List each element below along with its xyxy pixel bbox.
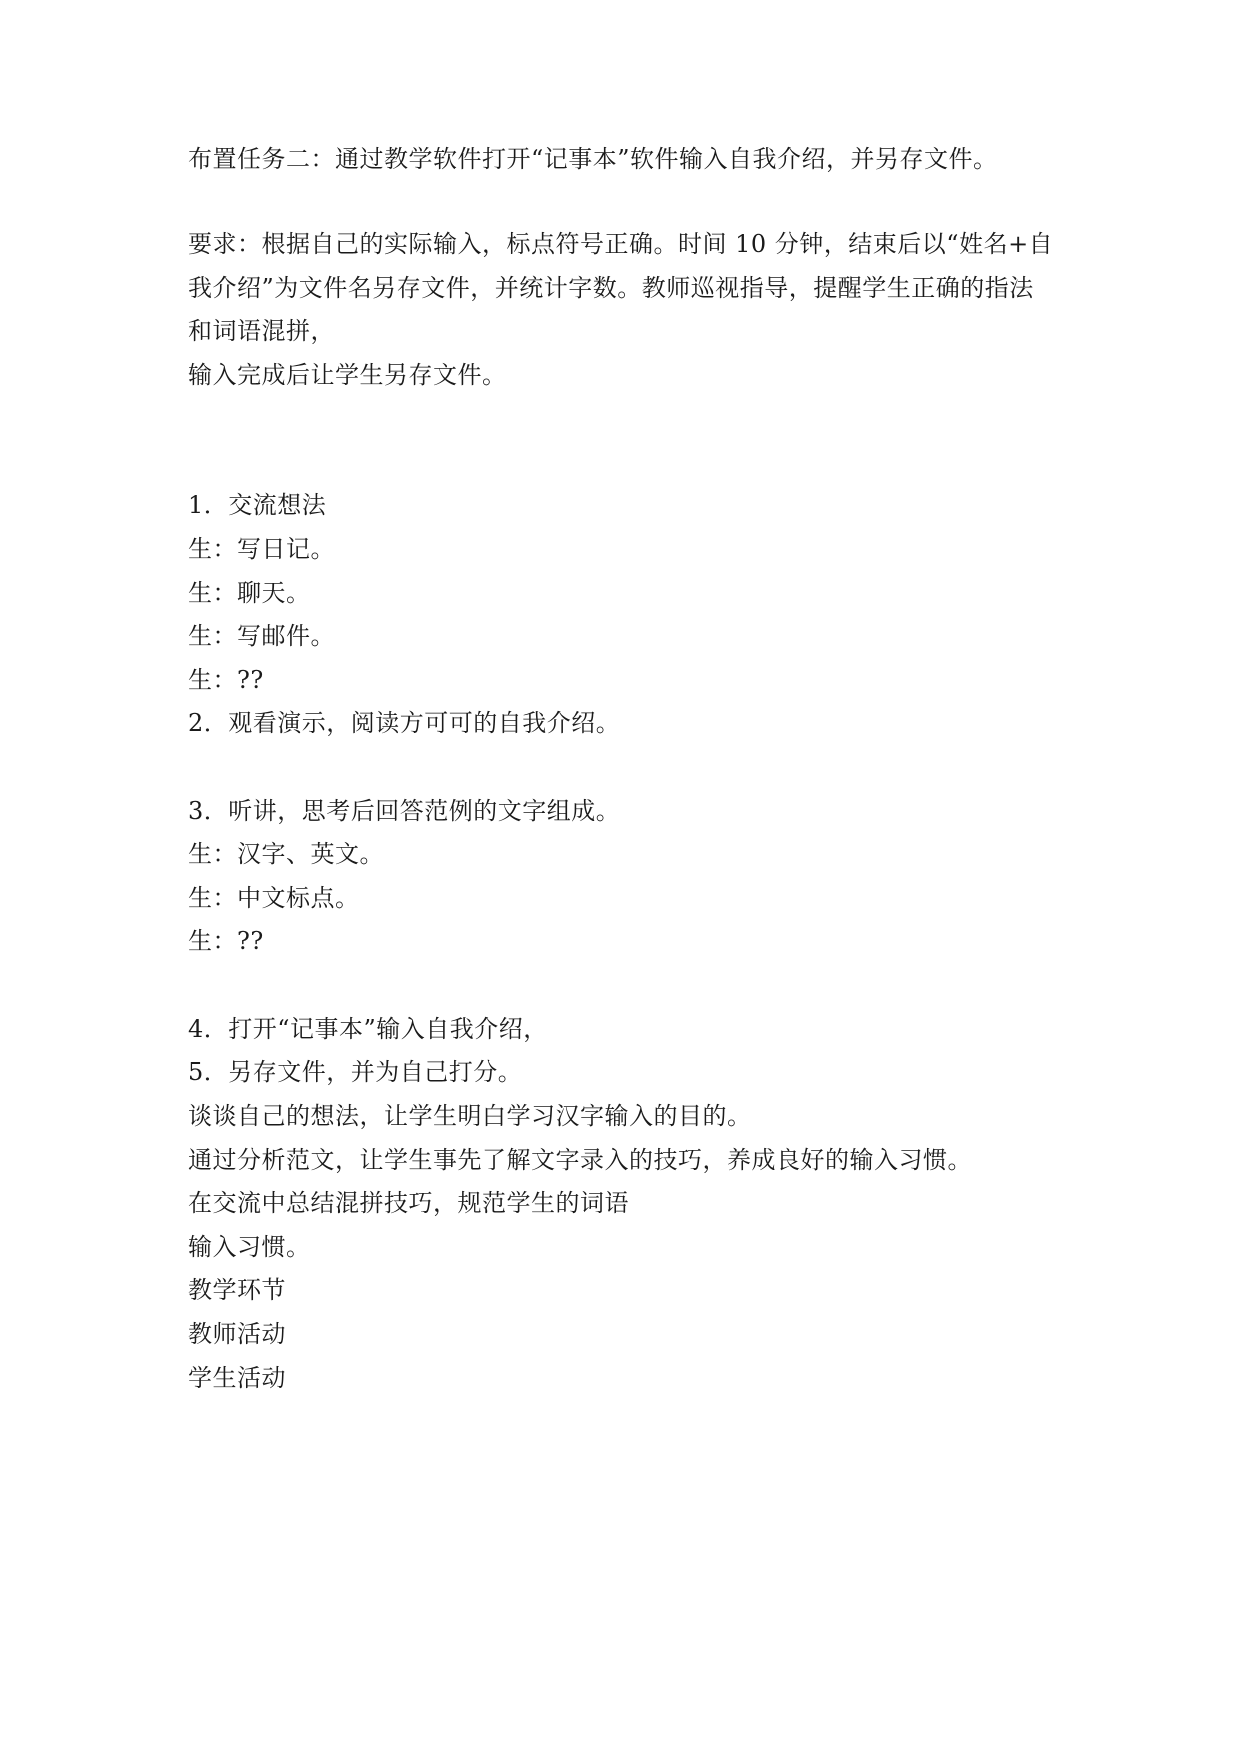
student-response: 生：?? <box>188 666 264 694</box>
step-line: 3．听讲，思考后回答范例的文字组成。 <box>188 797 621 825</box>
step-line: 2．观看演示，阅读方可可的自我介绍。 <box>188 709 621 737</box>
step-line: 1．交流想法 <box>188 491 327 519</box>
purpose-line: 谈谈自己的想法，让学生明白学习汉字输入的目的。 <box>188 1102 752 1130</box>
step-line: 5．另存文件，并为自己打分。 <box>188 1058 523 1086</box>
requirements-line: 要求：根据自己的实际输入，标点符号正确。时间 10 分钟，结束后以“姓名+自 <box>188 230 1054 258</box>
student-response: 生：?? <box>188 927 264 955</box>
requirements-line: 输入完成后让学生另存文件。 <box>188 361 507 389</box>
requirements-line: 我介绍”为文件名另存文件，并统计字数。教师巡视指导，提醒学生正确的指法 <box>188 274 1034 302</box>
student-response: 生：聊天。 <box>188 579 311 607</box>
task-heading: 布置任务二：通过教学软件打开“记事本”软件输入自我介绍，并另存文件。 <box>188 145 998 173</box>
step-line: 4．打开“记事本”输入自我介绍， <box>188 1015 548 1043</box>
purpose-line: 在交流中总结混拼技巧，规范学生的词语 <box>188 1189 629 1217</box>
student-response: 生：写邮件。 <box>188 622 335 650</box>
requirements-line: 和词语混拼， <box>188 317 335 345</box>
table-header-teaching-stage: 教学环节 <box>188 1276 286 1304</box>
student-response: 生：中文标点。 <box>188 884 360 912</box>
purpose-line: 输入习惯。 <box>188 1233 311 1261</box>
student-response: 生：汉字、英文。 <box>188 840 384 868</box>
table-header-teacher-activity: 教师活动 <box>188 1320 286 1348</box>
student-response: 生：写日记。 <box>188 535 335 563</box>
purpose-line: 通过分析范文，让学生事先了解文字录入的技巧，养成良好的输入习惯。 <box>188 1146 972 1174</box>
table-header-student-activity: 学生活动 <box>188 1364 286 1392</box>
